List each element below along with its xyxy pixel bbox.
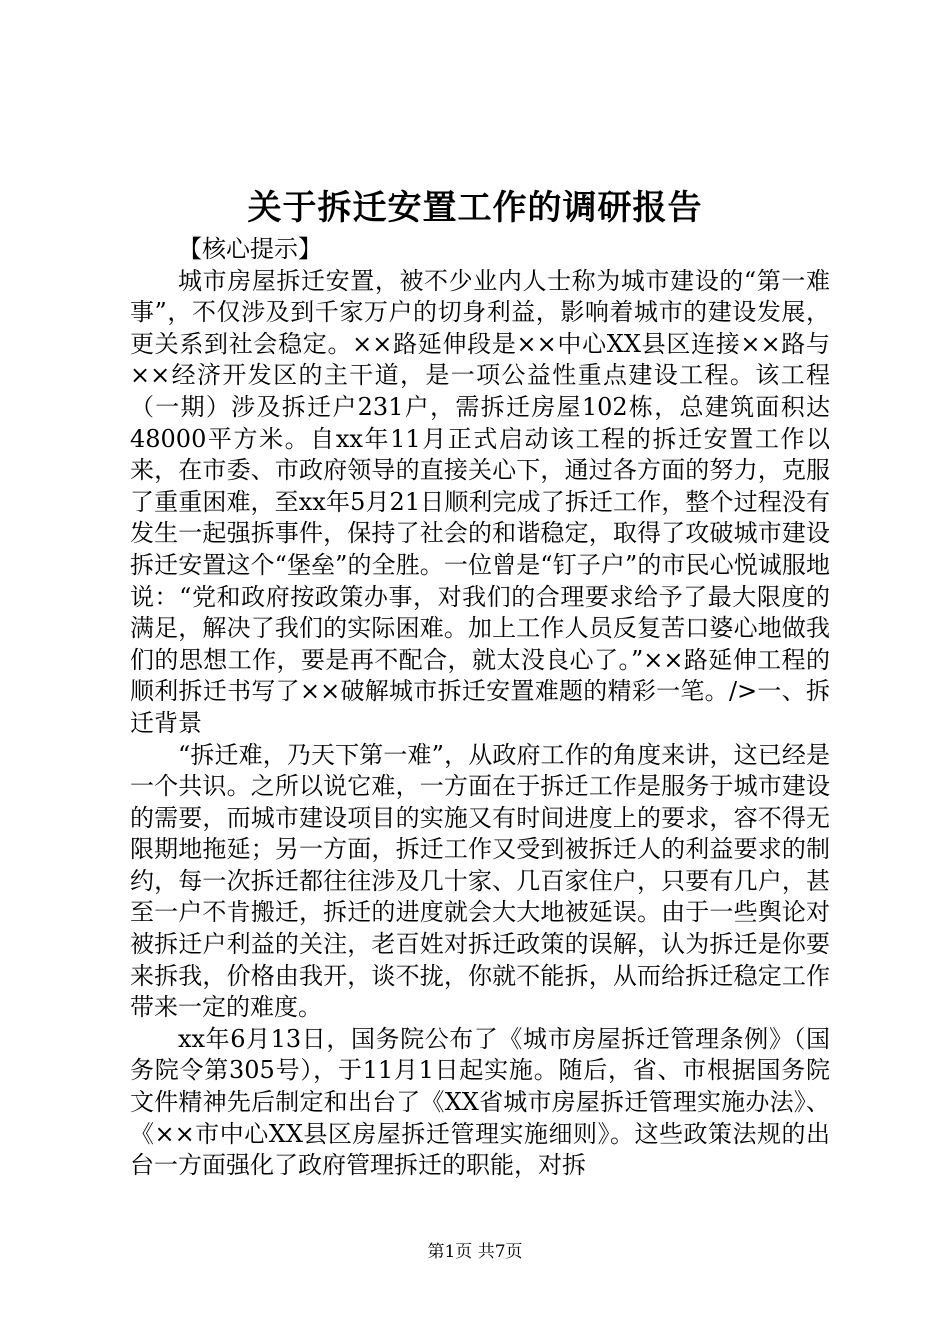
document-body bbox=[130, 234, 830, 1182]
document-title: 关于拆迁安置工作的调研报告 bbox=[247, 188, 703, 228]
paragraph-background: “拆迁难，乃天下第一难”，从政府工作的角度来讲，这已经是一个共识。之所以说它难，一方面在于拆迁工作是服务于城市建设的需要，而城市建设项目的实施又有时间进度上的要求，容不得无限期地拖延；另一方面，拆迁工作又受到被拆迁人的利益要求的制约，每一次拆迁都往往涉及几十家、几百家住户，只要有几户，甚至一户不肯搬迁，拆迁的进度就会大大地被延误。由于一些舆论对被拆迁户利益的关注，老百姓对拆迁政策的误解，认为拆迁是你要来拆我，价格由我开，谈不拢，你就不能拆，从而给拆迁稳定工作带来一定的难度。 bbox=[130, 740, 830, 1022]
paragraph-regulations: xx年6月13日，国务院公布了《城市房屋拆迁管理条例》（国务院令第305号），于11月1日起实施。随后，省、市根据国务院文件精神先后制定和出台了《XX省城市房屋拆迁管理实施办法》、《××市中心XX县区房屋拆迁管理实施细则》。这些政策法规的出台一方面强化了政府管理拆迁的职能，对拆 bbox=[130, 1024, 830, 1180]
paragraph-intro: 城市房屋拆迁安置，被不少业内人士称为城市建设的“第一难事”，不仅涉及到千家万户的切身利益，影响着城市的建设发展，更关系到社会稳定。××路延伸段是××中心XX县区连接××路与××经济开发区的主干道，是一项公益性重点建设工程。该工程（一期）涉及拆迁户231户，需拆迁房屋102栋，总建筑面积达48000平方米。自xx年11月正式启动该工程的拆迁安置工作以来，在市委、市政府领导的直接关心下，通过各方面的努力，克服了重重困难，至xx年5月21日顺利完成了拆迁工作，整个过程没有发生一起强拆事件，保持了社会的和谐稳定，取得了攻破城市建设拆迁安置这个“堡垒”的全胜。一位曾是“钉子户”的市民心悦诚服地说：“党和政府按政策办事，对我们的合理要求给予了最大限度的满足，解决了我们的实际困难。加上工作人员反复苦口婆心地做我们的思想工作，要是再不配合，就太没良心了。”××路延伸工程的顺利拆迁书写了××破解城市拆迁安置难题的精彩一笔。/>一、拆迁背景 bbox=[130, 266, 830, 737]
core-tip-heading: 【核心提示】 bbox=[178, 235, 322, 263]
page-footer: 第1页 共7页 bbox=[427, 1242, 523, 1262]
